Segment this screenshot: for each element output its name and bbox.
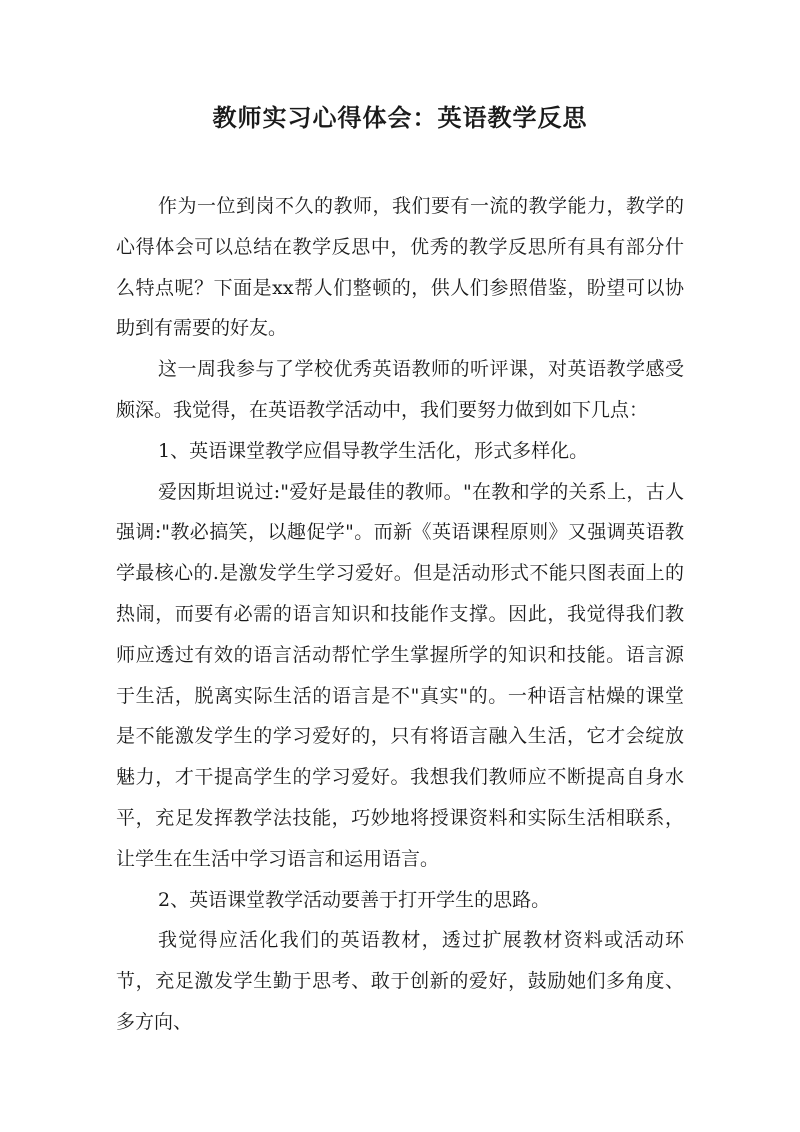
paragraph-point-2: 2、英语课堂教学活动要善于打开学生的思路。	[158, 888, 551, 911]
paragraph-point-1-detail: 爱因斯坦说过:"爱好是最佳的教师。"在教和学的关系上，古人强调:"教必搞笑，以趣促学"。而新《英语课程原则》又强调英语教学最核心的.是激发学生学习爱好。但是活动形式不能只图表面上的热闹，而要有必需的语言知识和技能作支撑。因此，我觉得我们教师应透过有效的语言活动帮忙学生掌握所学的知识和技能。语言源于生活，脱离实际生活的语言是不"真实"的。一种语言枯燥的课堂是不能激发学生的学习爱好的，只有将语言融入生活，它才会绽放魅力，才干提高学生的学习爱好。我想我们教师应不断提高自身水平，充足发挥教学法技能，巧妙地将授课资料和实际生活相联系，让学生在生活中学习语言和运用语言。	[116, 480, 684, 870]
paragraph-observation: 这一周我参与了学校优秀英语教师的听评课，对英语教学感受颇深。我觉得，在英语教学活动中，我们要努力做到如下几点：	[116, 358, 684, 421]
document-title: 教师实习心得体会：英语教学反思	[212, 103, 588, 132]
paragraph-intro: 作为一位到岗不久的教师，我们要有一流的教学能力，教学的心得体会可以总结在教学反思中，优秀的教学反思所有具有部分什么特点呢？下面是xx帮人们整顿的，供人们参照借鉴，盼望可以协助到有需要的好友。	[116, 195, 684, 340]
paragraph-point-2-detail: 我觉得应活化我们的英语教材，透过扩展教材资料或活动环节，充足激发学生勤于思考、敢于创新的爱好，鼓励她们多角度、多方向、	[116, 929, 684, 1033]
document-body	[116, 186, 684, 1043]
paragraph-point-1: 1、英语课堂教学应倡导教学生活化，形式多样化。	[158, 439, 589, 462]
